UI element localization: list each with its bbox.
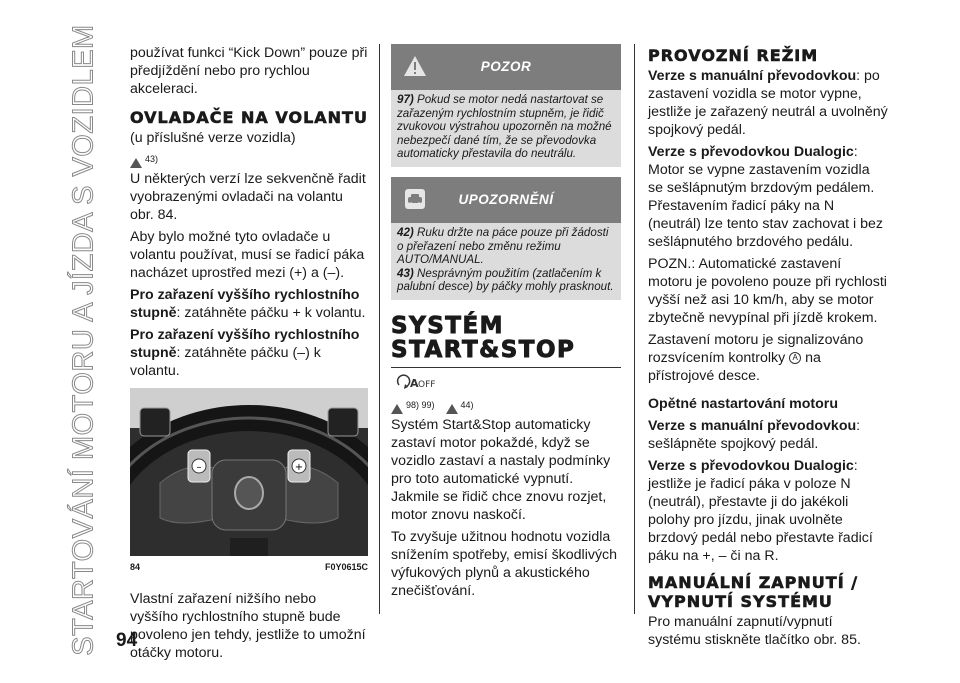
- paragraph: To zvyšuje užitnou hodnotu vozidla snížením spotřeby, emisí škodlivých výfukových plynů a akustického znečišťování.: [391, 528, 618, 599]
- column-divider: [379, 44, 380, 614]
- column-3: [648, 44, 888, 653]
- column-1: [130, 44, 368, 666]
- figure-code: F0Y0615C: [324, 562, 368, 572]
- subheading: (u příslušné verze vozidla): [130, 130, 296, 146]
- section-heading: OVLADAČE NA VOLANTU: [130, 108, 368, 127]
- warning-reference: 98) 99) 44): [391, 396, 621, 414]
- paragraph: Vlastní zařazení nižšího nebo vyššího rychlostního stupně bude povoleno jen tehdy, jestliže to umožní otáčky motoru.: [130, 591, 366, 661]
- note-paragraph: POZN.: Automatické zastavení motoru je povoleno pouze při rychlosti vyšší než asi 10 km/h, aby se motor zbytečně nevypínal při jízdě krokem.: [648, 256, 887, 326]
- instruction-downshift: Pro zařazení vyššího rychlostního stupně: zatáhněte páčku (–) k volantu.: [130, 327, 360, 379]
- paragraph: Systém Start&Stop automaticky zastaví motor pokaždé, když se vozidlo zastaví a nastaly podmínky pro toto automatické vypnutí. Jakmile se řidič chce znovu rozjet, motor znovu naskočí.: [391, 416, 611, 523]
- column-2: [391, 44, 621, 604]
- heading-rule: [391, 367, 621, 368]
- figure-number: 84: [130, 562, 141, 572]
- warning-reference: 43): [130, 150, 368, 168]
- warning-triangle-icon: [391, 404, 403, 414]
- dualogic-restart: Verze s převodovkou Dualogic: jestliže je řadicí páka v poloze N (neutrál), přestavte ji do jakékoli polohy pro jízdu, jinak uvolněte brzdový pedál nebo přestavte řadicí páku na +, – či na R.: [648, 458, 873, 564]
- svg-text:OFF: OFF: [418, 379, 435, 390]
- section-heading-manual: MANUÁLNÍ ZAPNUTÍ / VYPNUTÍ SYSTÉMU: [648, 573, 859, 611]
- paragraph: Pro manuální zapnutí/vypnutí systému stiskněte tlačítko obr. 85.: [648, 614, 861, 648]
- svg-text:–: –: [196, 462, 202, 473]
- notice-box-header: UPOZORNĚNÍ: [391, 177, 621, 223]
- paragraph: Aby bylo možné tyto ovladače u volantu používat, musí se řadicí páka nacházet uprostřed mezi (+) a (–).: [130, 229, 365, 281]
- warning-triangle-icon: [130, 158, 142, 168]
- warning-triangle-icon: [446, 404, 458, 414]
- page-number: 94: [116, 630, 138, 651]
- steering-wheel-illustration: [130, 388, 368, 556]
- notice-box: [391, 177, 621, 300]
- dualogic-stop: Verze s převodovkou Dualogic: Motor se vypne zastavením vozidla se sešlápnutým brzdovým pedálem. Přestavením řadicí páky na N (neutrál) lze tento stav zachovat i bez sešlápnutého brzdového pedálu.: [648, 144, 884, 250]
- notice-box-text: 42) Ruku držte na páce pouze při žádosti o přeřazení nebo změnu režimu AUTO/MANUAL. 43) Nesprávným použitím (zatlačením k palubní desce) by páčky mohly prasknout.: [397, 225, 614, 294]
- section-heading: PROVOZNÍ REŽIM: [648, 46, 819, 65]
- paragraph: U některých verzí lze sekvenčně řadit vyobrazenými ovladači na volantu obr. 84.: [130, 171, 366, 223]
- section-heading-start-stop: SYSTÉM START&STOP: [391, 312, 576, 363]
- start-stop-icon: [395, 373, 621, 396]
- caution-box-header: POZOR: [391, 44, 621, 90]
- restart-heading: Opětné nastartování motoru: [648, 396, 838, 412]
- svg-text:A: A: [410, 376, 419, 390]
- caution-box: [391, 44, 621, 167]
- warning-triangle-icon: [403, 54, 427, 78]
- svg-text:+: +: [294, 462, 304, 473]
- auto-stop-indicator-icon: A: [789, 352, 801, 364]
- steering-wheel-figure: [130, 388, 368, 556]
- signal-paragraph: Zastavení motoru je signalizováno rozsvícením kontrolky A na přístrojové desce.: [648, 332, 864, 384]
- car-icon: [403, 187, 427, 211]
- caution-box-text: 97) Pokud se motor nedá nastartovat se zařazeným rychlostním stupněm, je řidič zvukovou výstrahou upozorněn na možné nebezpečí dané tím, že se převodovka automaticky přestavila do neutrálu.: [397, 93, 612, 161]
- manual-gearbox-stop: Verze s manuální převodovkou: po zastavení vozidla se motor vypne, jestliže je zařazený neutrál a uvolněný spojkový pedál.: [648, 68, 888, 138]
- instruction-upshift: Pro zařazení vyššího rychlostního stupně: zatáhněte páčku + k volantu.: [130, 287, 366, 321]
- figure-caption: [130, 558, 368, 576]
- manual-gearbox-restart: Verze s manuální převodovkou: sešlápněte spojkový pedál.: [648, 418, 861, 452]
- intro-paragraph: používat funkci “Kick Down” pouze při předjíždění nebo pro rychlou akceleraci.: [130, 45, 368, 97]
- column-divider: [634, 44, 635, 614]
